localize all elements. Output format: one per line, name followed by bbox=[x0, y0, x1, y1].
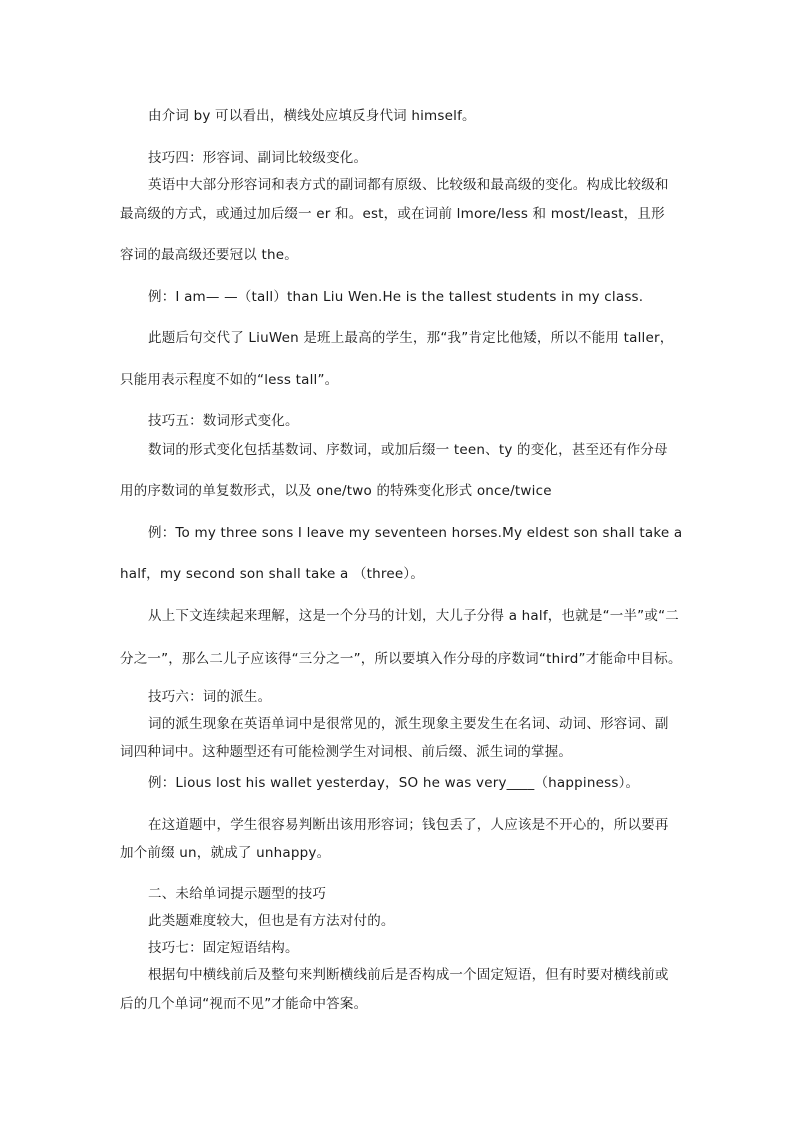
text-line: 加个前缀 un，就成了 unhappy。 bbox=[120, 845, 331, 861]
text-line: 从上下文连续起来理解，这是一个分马的计划，大儿子分得 a half，也就是“一半”或“二 bbox=[148, 608, 679, 624]
text-line: 数词的形式变化包括基数词、序数词，或加后缀一 teen、ty 的变化，甚至还有作分母 bbox=[148, 442, 668, 458]
text-line: 分之一”，那么二儿子应该得“三分之一”，所以要填入作分母的序数词“third”才能命中目标。 bbox=[120, 651, 682, 667]
text-line: 后的几个单词“视而不见”才能命中答案。 bbox=[120, 996, 368, 1012]
text-line: 最高级的方式，或通过加后缀一 er 和。est，或在词前 lmore/less 和 most/least，且形 bbox=[120, 206, 665, 222]
example-line: 例：I am— —（tall）than Liu Wen.He is the tallest students in my class. bbox=[148, 289, 644, 305]
section-heading: 二、未给单词提示题型的技巧 bbox=[148, 886, 327, 902]
example-line: 例：Lious lost his wallet yesterday，SO he was very____（happiness）。 bbox=[148, 775, 640, 791]
section-heading: 技巧五：数词形式变化。 bbox=[148, 413, 299, 429]
text-line: 此题后句交代了 LiuWen 是班上最高的学生，那“我”肯定比他矮，所以不能用 taller， bbox=[148, 330, 674, 346]
text-line: 词的派生现象在英语单词中是很常见的，派生现象主要发生在名词、动词、形容词、副 bbox=[148, 716, 669, 732]
section-heading: 技巧七：固定短语结构。 bbox=[148, 940, 299, 956]
text-line: 只能用表示程度不如的“less tall”。 bbox=[120, 372, 339, 388]
section-heading: 技巧四：形容词、副词比较级变化。 bbox=[148, 150, 368, 166]
text-line: 词四种词中。这种题型还有可能检测学生对词根、前后缀、派生词的掌握。 bbox=[120, 744, 573, 760]
text-line: 在这道题中，学生很容易判断出该用形容词；钱包丢了，人应该是不开心的，所以要再 bbox=[148, 817, 669, 833]
text-line: 此类题难度较大，但也是有方法对付的。 bbox=[148, 913, 395, 929]
text-line: 容词的最高级还要冠以 the。 bbox=[120, 247, 298, 263]
text-line: 根据句中横线前后及整句来判断横线前后是否构成一个固定短语，但有时要对横线前或 bbox=[148, 967, 669, 983]
text-line: 用的序数词的单复数形式，以及 one/two 的特殊变化形式 once/twice bbox=[120, 483, 552, 499]
text-line: 由介词 by 可以看出，横线处应填反身代词 himself。 bbox=[148, 108, 476, 124]
text-line: half，my second son shall take a （three）。 bbox=[120, 566, 425, 582]
example-line: 例：To my three sons I leave my seventeen horses.My eldest son shall take a bbox=[148, 525, 683, 541]
section-heading: 技巧六：词的派生。 bbox=[148, 689, 272, 705]
text-line: 英语中大部分形容词和表方式的副词都有原级、比较级和最高级的变化。构成比较级和 bbox=[148, 177, 669, 193]
